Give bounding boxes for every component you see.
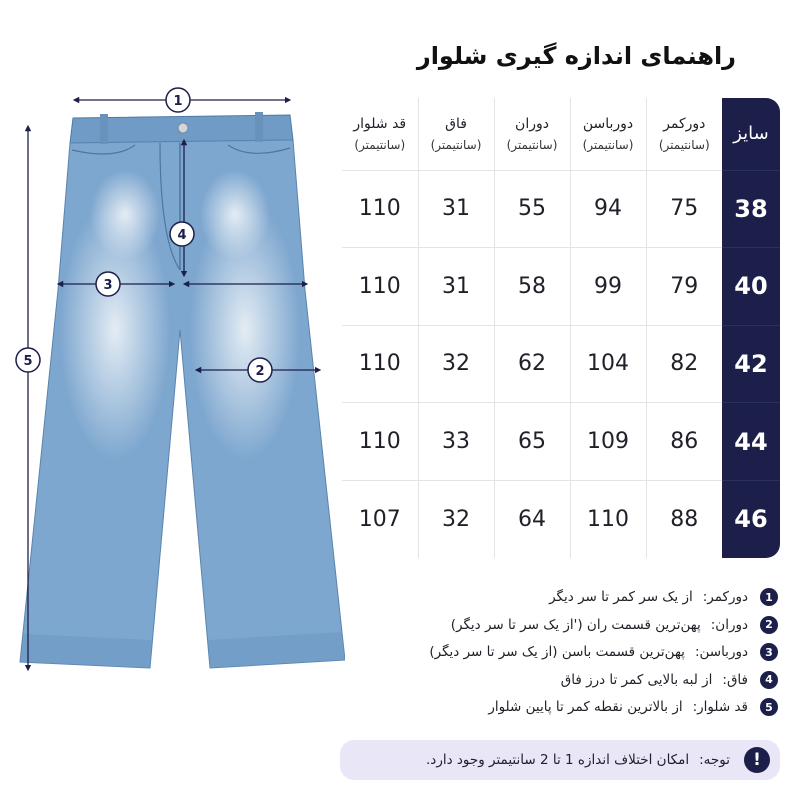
legend-number-badge: 3 (760, 643, 778, 661)
legend-item (358, 694, 778, 720)
table-row (342, 480, 780, 558)
measure-marker-5 (16, 348, 40, 372)
table-header-row (342, 98, 780, 170)
size-table (342, 98, 780, 558)
table-cell: 55 (494, 170, 570, 248)
note-label: توجه: (699, 752, 730, 768)
legend-item (358, 584, 778, 610)
table-cell: 31 (418, 248, 494, 326)
table-cell: 58 (494, 248, 570, 326)
table-cell: 110 (342, 170, 418, 248)
note-box (340, 740, 780, 780)
table-cell: 82 (646, 325, 722, 403)
column-header-length (342, 98, 418, 170)
column-unit: (سانتیمتر) (506, 137, 558, 152)
legend-description: از بالاترین نقطه کمر تا پایین شلوار (488, 699, 683, 715)
table-cell: 109 (570, 403, 646, 481)
table-cell: 110 (342, 403, 418, 481)
table-cell: 32 (418, 325, 494, 403)
measure-marker-4 (170, 222, 194, 246)
legend-item (358, 639, 778, 665)
column-unit: (سانتیمتر) (582, 137, 634, 152)
column-name: قد شلوار (353, 115, 407, 132)
table-cell: 104 (570, 325, 646, 403)
table-cell: 110 (570, 480, 646, 558)
table-cell: 62 (494, 325, 570, 403)
column-header-rise (418, 98, 494, 170)
measure-marker-2 (248, 358, 272, 382)
legend-term: دوران: (710, 616, 748, 633)
table-cell: 110 (342, 325, 418, 403)
legend-number-badge: 5 (760, 698, 778, 716)
legend-number-badge: 1 (760, 588, 778, 606)
legend-description: از لبه بالایی کمر تا درز فاق (560, 671, 713, 688)
table-cell: 64 (494, 480, 570, 558)
measure-marker-1 (166, 88, 190, 112)
table-cell: 110 (342, 248, 418, 326)
legend-item (358, 612, 778, 638)
column-header-thigh (494, 98, 570, 170)
legend-number-badge: 2 (760, 616, 778, 634)
table-cell: 79 (646, 248, 722, 326)
table-cell: 33 (418, 403, 494, 481)
note-text: امکان اختلاف اندازه 1 تا 2 سانتیمتر وجود دارد. (426, 752, 690, 768)
size-cell: 42 (722, 325, 780, 403)
column-name: دورکمر (663, 115, 706, 132)
table-row (342, 170, 780, 248)
table-cell: 31 (418, 170, 494, 248)
jeans-shape (20, 112, 345, 668)
legend-term: قد شلوار: (692, 699, 748, 715)
marker-label: 3 (103, 278, 113, 293)
table-cell: 99 (570, 248, 646, 326)
table-cell: 86 (646, 403, 722, 481)
table-cell: 65 (494, 403, 570, 481)
table-row (342, 325, 780, 403)
jeans-diagram (0, 80, 345, 680)
table-cell: 32 (418, 480, 494, 558)
legend-description: از یک سر کمر تا سر دیگر (549, 589, 693, 605)
table-cell: 75 (646, 170, 722, 248)
legend-term: فاق: (722, 671, 748, 688)
exclamation-icon: ! (744, 747, 770, 773)
marker-label: 5 (23, 354, 33, 369)
measurement-legend (358, 584, 778, 722)
column-name: دوران (515, 115, 549, 132)
column-unit: (سانتیمتر) (430, 137, 482, 152)
marker-label: 1 (173, 94, 183, 109)
column-name: فاق (445, 115, 467, 132)
table-cell: 94 (570, 170, 646, 248)
size-cell: 40 (722, 248, 780, 326)
column-unit: (سانتیمتر) (354, 137, 406, 152)
column-unit: (سانتیمتر) (658, 137, 710, 152)
column-name: دورباسن (582, 115, 634, 132)
legend-number-badge: 4 (760, 671, 778, 689)
table-cell: 107 (342, 480, 418, 558)
legend-term: دورباسن: (694, 644, 748, 660)
column-header-waist (646, 98, 722, 170)
size-cell: 38 (722, 170, 780, 248)
size-cell: 46 (722, 480, 780, 558)
size-cell: 44 (722, 403, 780, 481)
legend-item (358, 667, 778, 693)
table-row (342, 403, 780, 481)
marker-label: 2 (255, 364, 265, 379)
legend-description: پهن‌ترین قسمت ران ('از یک سر تا سر دیگر) (450, 616, 701, 633)
page-title: راهنمای اندازه گیری شلوار (416, 42, 736, 71)
marker-label: 4 (177, 228, 187, 243)
size-column-header: سایز (722, 98, 780, 170)
column-header-hip (570, 98, 646, 170)
table-cell: 88 (646, 480, 722, 558)
table-row (342, 248, 780, 326)
measure-marker-3 (96, 272, 120, 296)
legend-term: دورکمر: (702, 589, 748, 605)
legend-description: پهن‌ترین قسمت باسن (از یک سر تا سر دیگر) (429, 644, 685, 660)
